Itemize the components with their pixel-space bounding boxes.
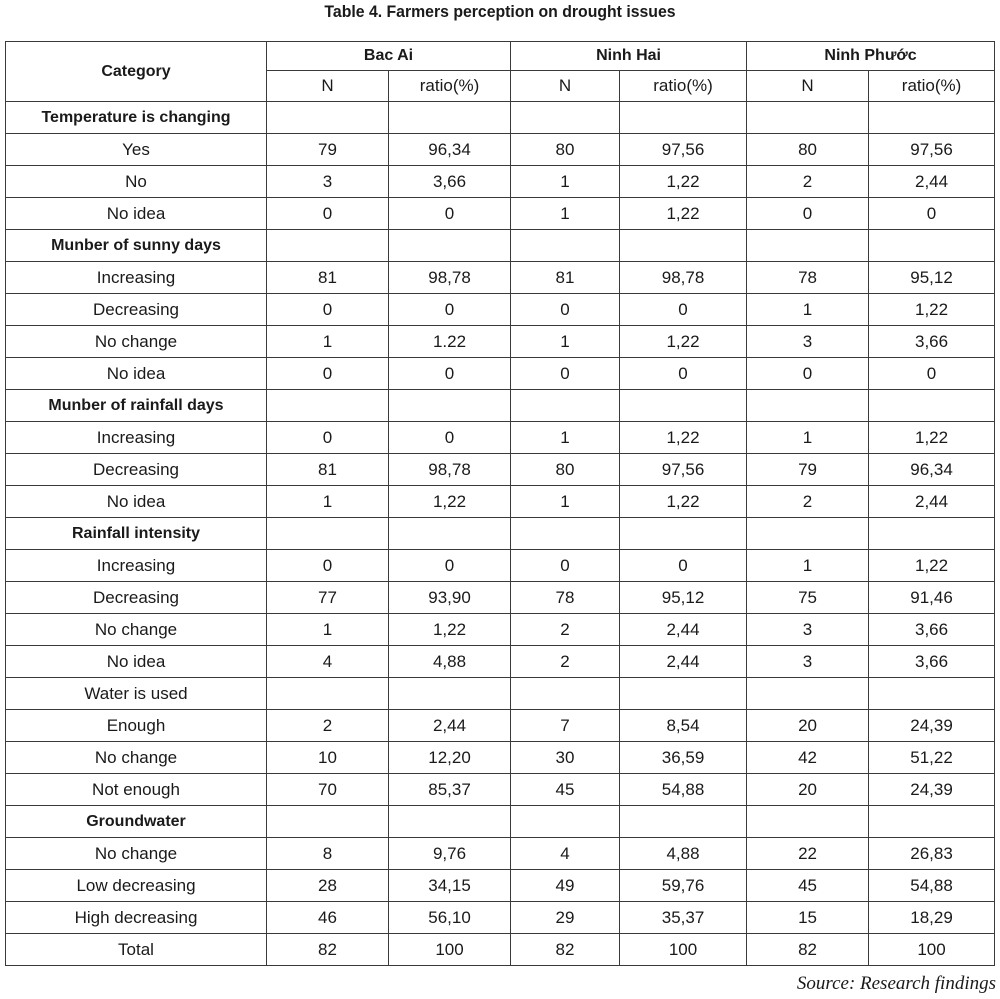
cell-ratio: 9,76 bbox=[389, 838, 511, 870]
cell-ratio: 12,20 bbox=[389, 742, 511, 774]
category-header: Category bbox=[6, 42, 267, 102]
cell-n: 0 bbox=[511, 294, 620, 326]
cell-n bbox=[747, 518, 869, 550]
row-label: No idea bbox=[6, 198, 267, 230]
cell-n bbox=[511, 806, 620, 838]
cell-ratio bbox=[620, 230, 747, 262]
cell-ratio: 85,37 bbox=[389, 774, 511, 806]
cell-n: 1 bbox=[747, 294, 869, 326]
cell-ratio: 97,56 bbox=[620, 134, 747, 166]
cell-ratio: 1,22 bbox=[869, 550, 995, 582]
cell-n: 1 bbox=[511, 326, 620, 358]
cell-n: 42 bbox=[747, 742, 869, 774]
cell-ratio: 2,44 bbox=[869, 166, 995, 198]
cell-n: 3 bbox=[267, 166, 389, 198]
row-label: Increasing bbox=[6, 262, 267, 294]
cell-ratio: 1,22 bbox=[620, 198, 747, 230]
cell-n: 81 bbox=[267, 262, 389, 294]
cell-n: 46 bbox=[267, 902, 389, 934]
table-row bbox=[6, 198, 995, 230]
cell-ratio: 59,76 bbox=[620, 870, 747, 902]
cell-ratio bbox=[869, 102, 995, 134]
table-title: Table 4. Farmers perception on drought issues bbox=[324, 2, 676, 21]
cell-ratio: 35,37 bbox=[620, 902, 747, 934]
cell-n: 7 bbox=[511, 710, 620, 742]
table-row bbox=[6, 422, 995, 454]
row-label: No idea bbox=[6, 358, 267, 390]
header-row-groups bbox=[6, 42, 995, 71]
subheader-n: N bbox=[747, 71, 869, 102]
cell-ratio bbox=[620, 678, 747, 710]
cell-ratio: 0 bbox=[389, 294, 511, 326]
cell-ratio: 93,90 bbox=[389, 582, 511, 614]
group-header-ninh-phuoc: Ninh Phước bbox=[747, 42, 995, 71]
cell-ratio: 1,22 bbox=[620, 326, 747, 358]
table-row bbox=[6, 326, 995, 358]
section-row bbox=[6, 518, 995, 550]
cell-n: 2 bbox=[747, 166, 869, 198]
cell-n: 82 bbox=[511, 934, 620, 966]
table-row bbox=[6, 774, 995, 806]
section-row bbox=[6, 678, 995, 710]
row-label: Enough bbox=[6, 710, 267, 742]
cell-ratio: 0 bbox=[620, 294, 747, 326]
cell-n: 0 bbox=[747, 198, 869, 230]
row-label: Decreasing bbox=[6, 294, 267, 326]
row-label: No change bbox=[6, 326, 267, 358]
cell-n: 22 bbox=[747, 838, 869, 870]
table-row bbox=[6, 262, 995, 294]
subheader-n: N bbox=[267, 71, 389, 102]
cell-n: 45 bbox=[747, 870, 869, 902]
section-label: Groundwater bbox=[6, 806, 267, 838]
cell-n: 81 bbox=[267, 454, 389, 486]
cell-n: 0 bbox=[511, 358, 620, 390]
cell-n: 4 bbox=[511, 838, 620, 870]
table-row bbox=[6, 742, 995, 774]
subheader-ratio: ratio(%) bbox=[389, 71, 511, 102]
section-label: Temperature is changing bbox=[6, 102, 267, 134]
cell-n: 1 bbox=[511, 422, 620, 454]
cell-ratio: 3,66 bbox=[869, 646, 995, 678]
table-row bbox=[6, 166, 995, 198]
cell-ratio: 0 bbox=[620, 358, 747, 390]
cell-n bbox=[267, 390, 389, 422]
table-row bbox=[6, 870, 995, 902]
cell-ratio: 97,56 bbox=[869, 134, 995, 166]
cell-n bbox=[267, 102, 389, 134]
row-label: No idea bbox=[6, 646, 267, 678]
section-row bbox=[6, 806, 995, 838]
cell-n bbox=[747, 102, 869, 134]
cell-n bbox=[267, 518, 389, 550]
row-label: High decreasing bbox=[6, 902, 267, 934]
cell-n: 0 bbox=[267, 550, 389, 582]
cell-n bbox=[267, 678, 389, 710]
cell-ratio: 96,34 bbox=[869, 454, 995, 486]
cell-ratio: 0 bbox=[389, 198, 511, 230]
table-row bbox=[6, 838, 995, 870]
cell-n: 75 bbox=[747, 582, 869, 614]
table-body bbox=[6, 102, 995, 966]
cell-n bbox=[511, 102, 620, 134]
cell-ratio: 98,78 bbox=[389, 262, 511, 294]
row-label: Total bbox=[6, 934, 267, 966]
row-label: Low decreasing bbox=[6, 870, 267, 902]
cell-ratio: 98,78 bbox=[620, 262, 747, 294]
cell-n: 82 bbox=[267, 934, 389, 966]
cell-ratio: 1,22 bbox=[620, 486, 747, 518]
cell-ratio: 1,22 bbox=[620, 422, 747, 454]
cell-ratio: 4,88 bbox=[389, 646, 511, 678]
subheader-n: N bbox=[511, 71, 620, 102]
cell-ratio: 0 bbox=[389, 550, 511, 582]
table-row bbox=[6, 550, 995, 582]
cell-n: 80 bbox=[511, 134, 620, 166]
cell-ratio: 2,44 bbox=[869, 486, 995, 518]
cell-ratio: 0 bbox=[869, 198, 995, 230]
cell-n: 80 bbox=[511, 454, 620, 486]
cell-n: 1 bbox=[267, 326, 389, 358]
cell-ratio: 3,66 bbox=[869, 614, 995, 646]
cell-n: 70 bbox=[267, 774, 389, 806]
cell-ratio bbox=[869, 678, 995, 710]
cell-n: 30 bbox=[511, 742, 620, 774]
cell-n bbox=[747, 230, 869, 262]
cell-n bbox=[267, 806, 389, 838]
cell-n: 15 bbox=[747, 902, 869, 934]
cell-n: 45 bbox=[511, 774, 620, 806]
cell-n: 1 bbox=[511, 198, 620, 230]
cell-ratio bbox=[869, 806, 995, 838]
cell-n: 1 bbox=[511, 166, 620, 198]
cell-ratio bbox=[389, 806, 511, 838]
cell-ratio: 0 bbox=[869, 358, 995, 390]
section-label: Munber of sunny days bbox=[6, 230, 267, 262]
cell-ratio bbox=[869, 230, 995, 262]
cell-n: 79 bbox=[267, 134, 389, 166]
cell-ratio: 18,29 bbox=[869, 902, 995, 934]
cell-ratio: 91,46 bbox=[869, 582, 995, 614]
cell-ratio: 98,78 bbox=[389, 454, 511, 486]
cell-n: 3 bbox=[747, 614, 869, 646]
cell-ratio: 2,44 bbox=[620, 614, 747, 646]
section-row bbox=[6, 390, 995, 422]
cell-ratio: 1,22 bbox=[389, 614, 511, 646]
cell-ratio bbox=[869, 390, 995, 422]
table-row bbox=[6, 454, 995, 486]
cell-n: 0 bbox=[267, 358, 389, 390]
cell-ratio bbox=[869, 518, 995, 550]
cell-ratio: 1.22 bbox=[389, 326, 511, 358]
row-label: Decreasing bbox=[6, 454, 267, 486]
cell-ratio bbox=[620, 102, 747, 134]
cell-n: 81 bbox=[511, 262, 620, 294]
cell-ratio: 95,12 bbox=[869, 262, 995, 294]
cell-n: 1 bbox=[747, 422, 869, 454]
cell-ratio bbox=[389, 102, 511, 134]
cell-n: 29 bbox=[511, 902, 620, 934]
row-label: Increasing bbox=[6, 422, 267, 454]
cell-n: 79 bbox=[747, 454, 869, 486]
cell-ratio: 51,22 bbox=[869, 742, 995, 774]
cell-ratio: 24,39 bbox=[869, 710, 995, 742]
cell-n: 78 bbox=[747, 262, 869, 294]
cell-ratio: 2,44 bbox=[620, 646, 747, 678]
table-row bbox=[6, 902, 995, 934]
cell-n bbox=[747, 390, 869, 422]
cell-ratio: 54,88 bbox=[620, 774, 747, 806]
row-label: No change bbox=[6, 742, 267, 774]
cell-ratio: 100 bbox=[620, 934, 747, 966]
cell-ratio: 100 bbox=[389, 934, 511, 966]
cell-ratio bbox=[620, 390, 747, 422]
cell-n: 1 bbox=[267, 486, 389, 518]
cell-ratio bbox=[620, 518, 747, 550]
cell-ratio bbox=[389, 518, 511, 550]
group-header-ninh-hai: Ninh Hai bbox=[511, 42, 747, 71]
cell-n: 10 bbox=[267, 742, 389, 774]
cell-ratio: 34,15 bbox=[389, 870, 511, 902]
cell-n: 78 bbox=[511, 582, 620, 614]
cell-n: 1 bbox=[747, 550, 869, 582]
cell-ratio: 26,83 bbox=[869, 838, 995, 870]
cell-ratio: 2,44 bbox=[389, 710, 511, 742]
cell-ratio: 3,66 bbox=[389, 166, 511, 198]
cell-ratio: 1,22 bbox=[620, 166, 747, 198]
table-row bbox=[6, 646, 995, 678]
cell-n: 0 bbox=[511, 550, 620, 582]
cell-n bbox=[511, 678, 620, 710]
cell-n: 77 bbox=[267, 582, 389, 614]
cell-n: 28 bbox=[267, 870, 389, 902]
row-label: Yes bbox=[6, 134, 267, 166]
cell-n: 20 bbox=[747, 710, 869, 742]
section-label: Rainfall intensity bbox=[6, 518, 267, 550]
section-label: Water is used bbox=[6, 678, 267, 710]
cell-ratio bbox=[620, 806, 747, 838]
row-label: Not enough bbox=[6, 774, 267, 806]
cell-ratio: 1,22 bbox=[869, 294, 995, 326]
cell-ratio: 1,22 bbox=[389, 486, 511, 518]
row-label: No idea bbox=[6, 486, 267, 518]
cell-ratio: 54,88 bbox=[869, 870, 995, 902]
cell-n: 0 bbox=[267, 198, 389, 230]
cell-ratio: 96,34 bbox=[389, 134, 511, 166]
cell-ratio bbox=[389, 230, 511, 262]
table-row bbox=[6, 358, 995, 390]
row-label: No bbox=[6, 166, 267, 198]
table-header bbox=[6, 42, 995, 102]
section-row bbox=[6, 102, 995, 134]
cell-n: 3 bbox=[747, 646, 869, 678]
table-row bbox=[6, 486, 995, 518]
cell-ratio: 0 bbox=[389, 422, 511, 454]
cell-n bbox=[747, 678, 869, 710]
cell-n bbox=[267, 230, 389, 262]
cell-n bbox=[747, 806, 869, 838]
cell-n: 2 bbox=[511, 614, 620, 646]
group-header-bac-ai: Bac Ai bbox=[267, 42, 511, 71]
cell-n: 1 bbox=[267, 614, 389, 646]
perception-table bbox=[5, 41, 995, 966]
cell-n: 8 bbox=[267, 838, 389, 870]
cell-n: 0 bbox=[267, 422, 389, 454]
table-row bbox=[6, 582, 995, 614]
source-note: Source: Research findings bbox=[796, 973, 996, 994]
cell-ratio: 97,56 bbox=[620, 454, 747, 486]
table-row bbox=[6, 934, 995, 966]
cell-n: 2 bbox=[267, 710, 389, 742]
subheader-ratio: ratio(%) bbox=[620, 71, 747, 102]
cell-n: 82 bbox=[747, 934, 869, 966]
cell-ratio: 100 bbox=[869, 934, 995, 966]
cell-n: 20 bbox=[747, 774, 869, 806]
cell-n: 80 bbox=[747, 134, 869, 166]
row-label: No change bbox=[6, 838, 267, 870]
cell-n: 49 bbox=[511, 870, 620, 902]
cell-ratio: 95,12 bbox=[620, 582, 747, 614]
row-label: Decreasing bbox=[6, 582, 267, 614]
table-row bbox=[6, 134, 995, 166]
table-row bbox=[6, 294, 995, 326]
cell-ratio: 0 bbox=[389, 358, 511, 390]
cell-ratio bbox=[389, 390, 511, 422]
cell-ratio bbox=[389, 678, 511, 710]
section-row bbox=[6, 230, 995, 262]
cell-n: 2 bbox=[747, 486, 869, 518]
cell-ratio: 0 bbox=[620, 550, 747, 582]
cell-n: 3 bbox=[747, 326, 869, 358]
cell-n: 0 bbox=[747, 358, 869, 390]
cell-n: 1 bbox=[511, 486, 620, 518]
cell-n: 4 bbox=[267, 646, 389, 678]
row-label: No change bbox=[6, 614, 267, 646]
cell-n: 2 bbox=[511, 646, 620, 678]
cell-ratio: 4,88 bbox=[620, 838, 747, 870]
row-label: Increasing bbox=[6, 550, 267, 582]
subheader-ratio: ratio(%) bbox=[869, 71, 995, 102]
cell-ratio: 3,66 bbox=[869, 326, 995, 358]
cell-ratio: 1,22 bbox=[869, 422, 995, 454]
table-row bbox=[6, 710, 995, 742]
cell-ratio: 8,54 bbox=[620, 710, 747, 742]
section-label: Munber of rainfall days bbox=[6, 390, 267, 422]
table-row bbox=[6, 614, 995, 646]
cell-ratio: 36,59 bbox=[620, 742, 747, 774]
cell-ratio: 56,10 bbox=[389, 902, 511, 934]
cell-n bbox=[511, 230, 620, 262]
cell-n bbox=[511, 518, 620, 550]
cell-n: 0 bbox=[267, 294, 389, 326]
cell-n bbox=[511, 390, 620, 422]
cell-ratio: 24,39 bbox=[869, 774, 995, 806]
